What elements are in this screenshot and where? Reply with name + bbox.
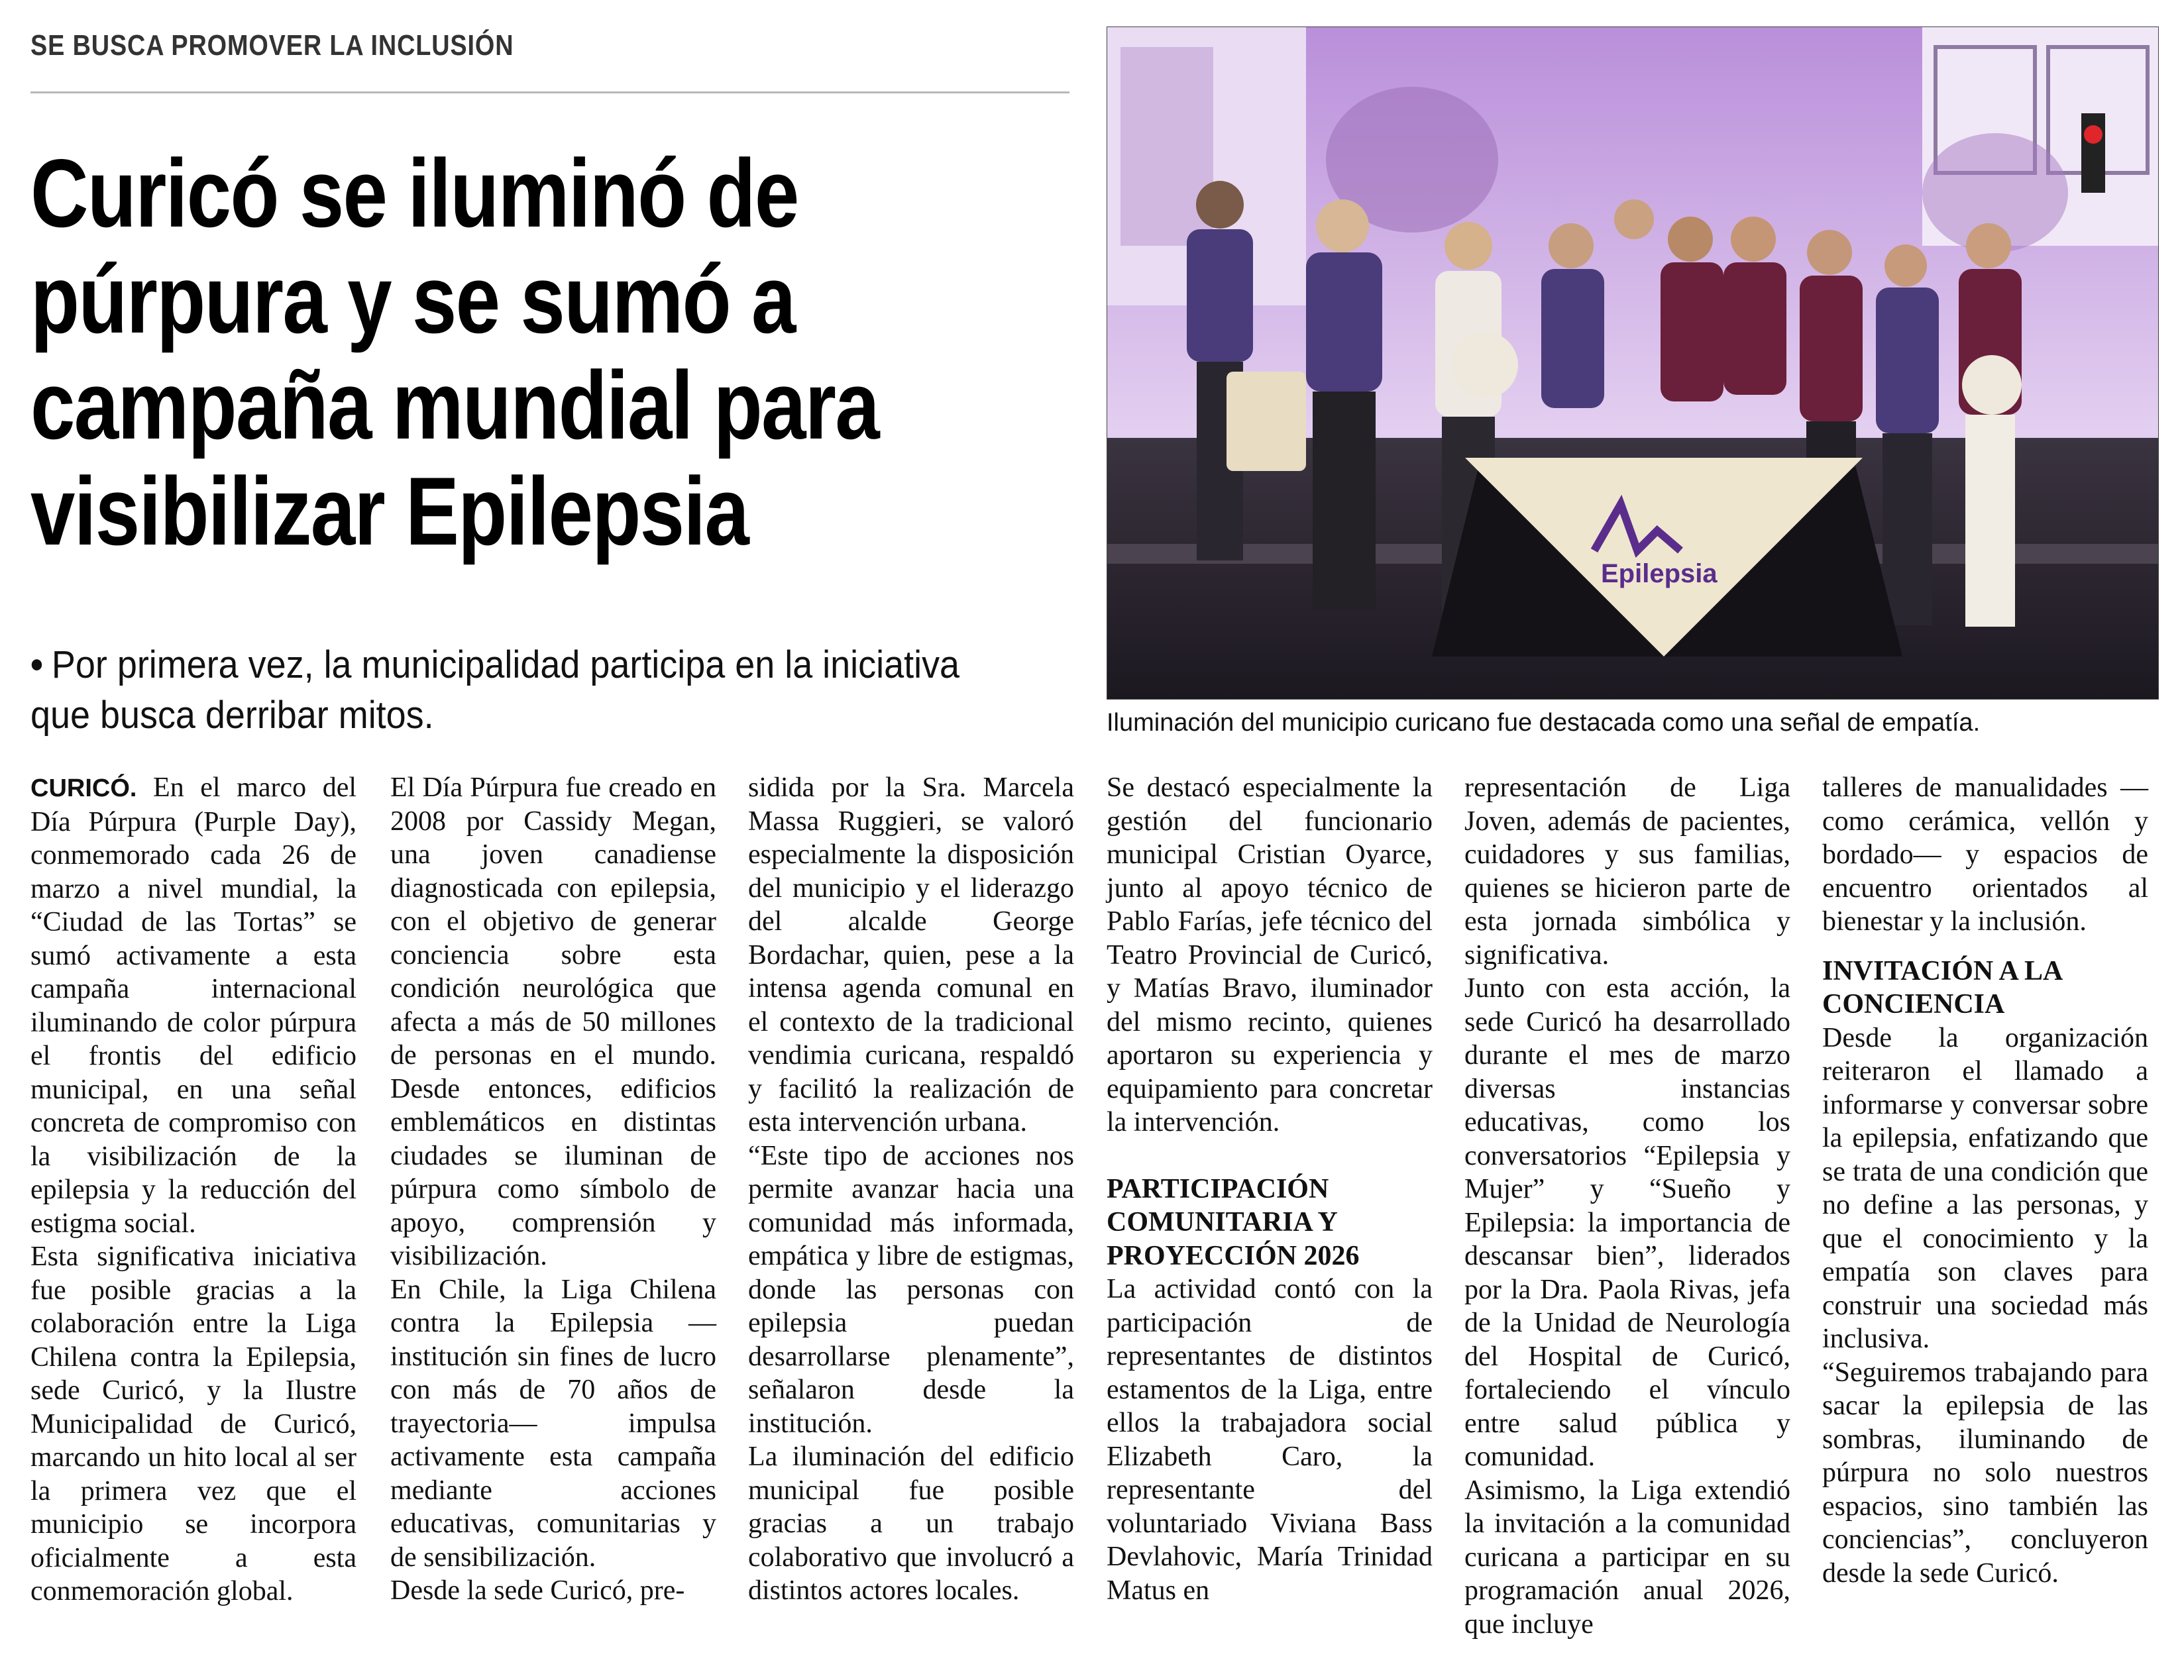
headline-line-3: campaña mundial para (30, 351, 879, 459)
article-column-4 (1107, 771, 1433, 1607)
article-deck (30, 640, 1016, 741)
headline-line-2: púrpura y se sumó a (30, 245, 795, 353)
paragraph-text: En el marco del Día Púrpura (Purple Day), conmemorado cada 26 de marzo a nivel mundial, la “Ciudad de las Tortas” se sumó activamente a esta campaña internacional iluminando de color púrpura el frontis del edificio municipal, en una señal concreta de compromiso con la visibilización de la epilepsia y la reducción del estigma social. (30, 772, 357, 1239)
dateline: CURICÓ. (30, 774, 137, 802)
photo-caption: Iluminación del municipio curicano fue destacada como una señal de empatía. (1107, 709, 1981, 737)
article-column-2 (390, 771, 716, 1608)
section-kicker: SE BUSCA PROMOVER LA INCLUSIÓN (30, 29, 514, 62)
paragraph: La iluminación del edificio municipal fue posible gracias a un trabajo colaborativo que involucró a distintos actores locales. (748, 1442, 1074, 1606)
paragraph: sidida por la Sra. Marcela Massa Ruggieri, se valoró especialmente la disposición del municipio y el liderazgo del alcalde George Bordachar, quien, pese a la intensa agenda comunal en el contexto de la tradicional vendimia curicana, respaldó y facilitó la realización de esta intervención urbana. (748, 772, 1074, 1137)
paragraph: talleres de manualidades —como cerámica, vellón y bordado— y espacios de encuentro orientados al bienestar y la inclusión. (1822, 772, 2148, 937)
paragraph: Desde la organización reiteraron el llamado a informarse y conversar sobre la epilepsia, enfatizando que se trata de una condición que no define a las personas, y que el conocimiento y la empatía son claves para construir una sociedad más inclusiva. (1822, 1022, 2148, 1354)
paragraph: “Este tipo de acciones nos permite avanzar hacia una comunidad más informada, empática y libre de estigmas, donde las personas con epilepsia puedan desarrollarse plenamente”, señalaron desde la institución. (748, 1140, 1074, 1439)
paragraph: El Día Púrpura fue creado en 2008 por Cassidy Megan, una joven canadiense diagnosticada con epilepsia, con el objetivo de generar conciencia sobre esta condición neurológica que afecta a más de 50 millones de personas en el mundo. Desde entonces, edificios emblemáticos en distintas ciudades se iluminan de púrpura como símbolo de apoyo, comprensión y visibilización. (390, 772, 716, 1271)
paragraph: Desde la sede Curicó, pre- (390, 1575, 685, 1606)
paragraph: La actividad contó con la participación de representantes de distintos estamentos de la Liga, entre ellos la trabajadora social Elizabeth Caro, la representante del voluntariado Viviana Bass Devlahovic, María Trinidad Matus en (1107, 1274, 1433, 1606)
kicker-rule (30, 91, 1069, 93)
paragraph: Se destacó especialmente la gestión del funcionario municipal Cristian Oyarce, junto al apoyo técnico de Pablo Farías, jefe técnico del Teatro Provincial de Curicó, y Matías Bravo, iluminador del mismo recinto, quienes aportaron su experiencia y equipamiento para concretar la intervención. (1107, 772, 1433, 1137)
paragraph: Asimismo, la Liga extendió la invitación a la comunidad curicana a participar en su programación anual 2026, que incluye (1464, 1475, 1790, 1640)
headline-line-4: visibilizar Epilepsia (30, 457, 749, 565)
deck-text: Por primera vez, la municipalidad participa en la iniciativa que busca derribar mitos. (30, 643, 960, 737)
deck-bullet: • (30, 643, 43, 686)
article-body (30, 771, 2157, 1659)
article-column-1 (30, 771, 356, 1608)
subheading: INVITACIÓN A LA CONCIENCIA (1822, 955, 2061, 1020)
article-column-3 (748, 771, 1074, 1608)
paragraph: Esta significativa iniciativa fue posible gracias a la colaboración entre la Liga Chilena contra la Epilepsia, sede Curicó, y la Ilustre Municipalidad de Curicó, marcando un hito local al ser la primera vez que el municipio se incorpora oficialmente a esta conmemoración global. (30, 1241, 356, 1606)
article-headline (30, 140, 1075, 564)
paragraph: representación de Liga Joven, además de pacientes, cuidadores y sus familias, quienes se hicieron parte de esta jornada simbólica y significativa. (1464, 772, 1790, 971)
paragraph (30, 771, 356, 1240)
paragraph: “Seguiremos trabajando para sacar la epilepsia de las sombras, iluminando de púrpura no solo nuestros espacios, sino también las conciencias”, concluyeron desde la sede Curicó. (1822, 1357, 2148, 1589)
paragraph: En Chile, la Liga Chilena contra la Epilepsia —institución sin fines de lucro con más de 70 años de trayectoria— impulsa activamente esta campaña mediante acciones educativas, comunitarias y de sensibilización. (390, 1274, 716, 1573)
photo-sign (1452, 332, 1518, 398)
photo-sign (1962, 355, 2022, 415)
subheading: PARTICIPACIÓN COMUNITARIA Y PROYECCIÓN 2026 (1107, 1173, 1360, 1271)
article-column-5 (1464, 771, 1790, 1641)
article-column-6 (1822, 771, 2148, 1590)
photo-illustration (1107, 27, 2159, 700)
paragraph: Junto con esta acción, la sede Curicó ha desarrollado durante el mes de marzo diversas instancias educativas, como los conversatorios “Epilepsia y Mujer” y “Sueño y Epilepsia: la importancia de descansar bien”, liderados por la Dra. Paola Rivas, jefa de la Unidad de Neurología del Hospital de Curicó, fortaleciendo el vínculo entre salud pública y comunidad. (1464, 973, 1790, 1472)
photo-banner-text: Epilepsia (1601, 559, 1718, 588)
headline-line-1: Curicó se iluminó de (30, 139, 798, 247)
photo-tote-bag (1227, 372, 1306, 471)
article-photo (1107, 26, 2159, 700)
